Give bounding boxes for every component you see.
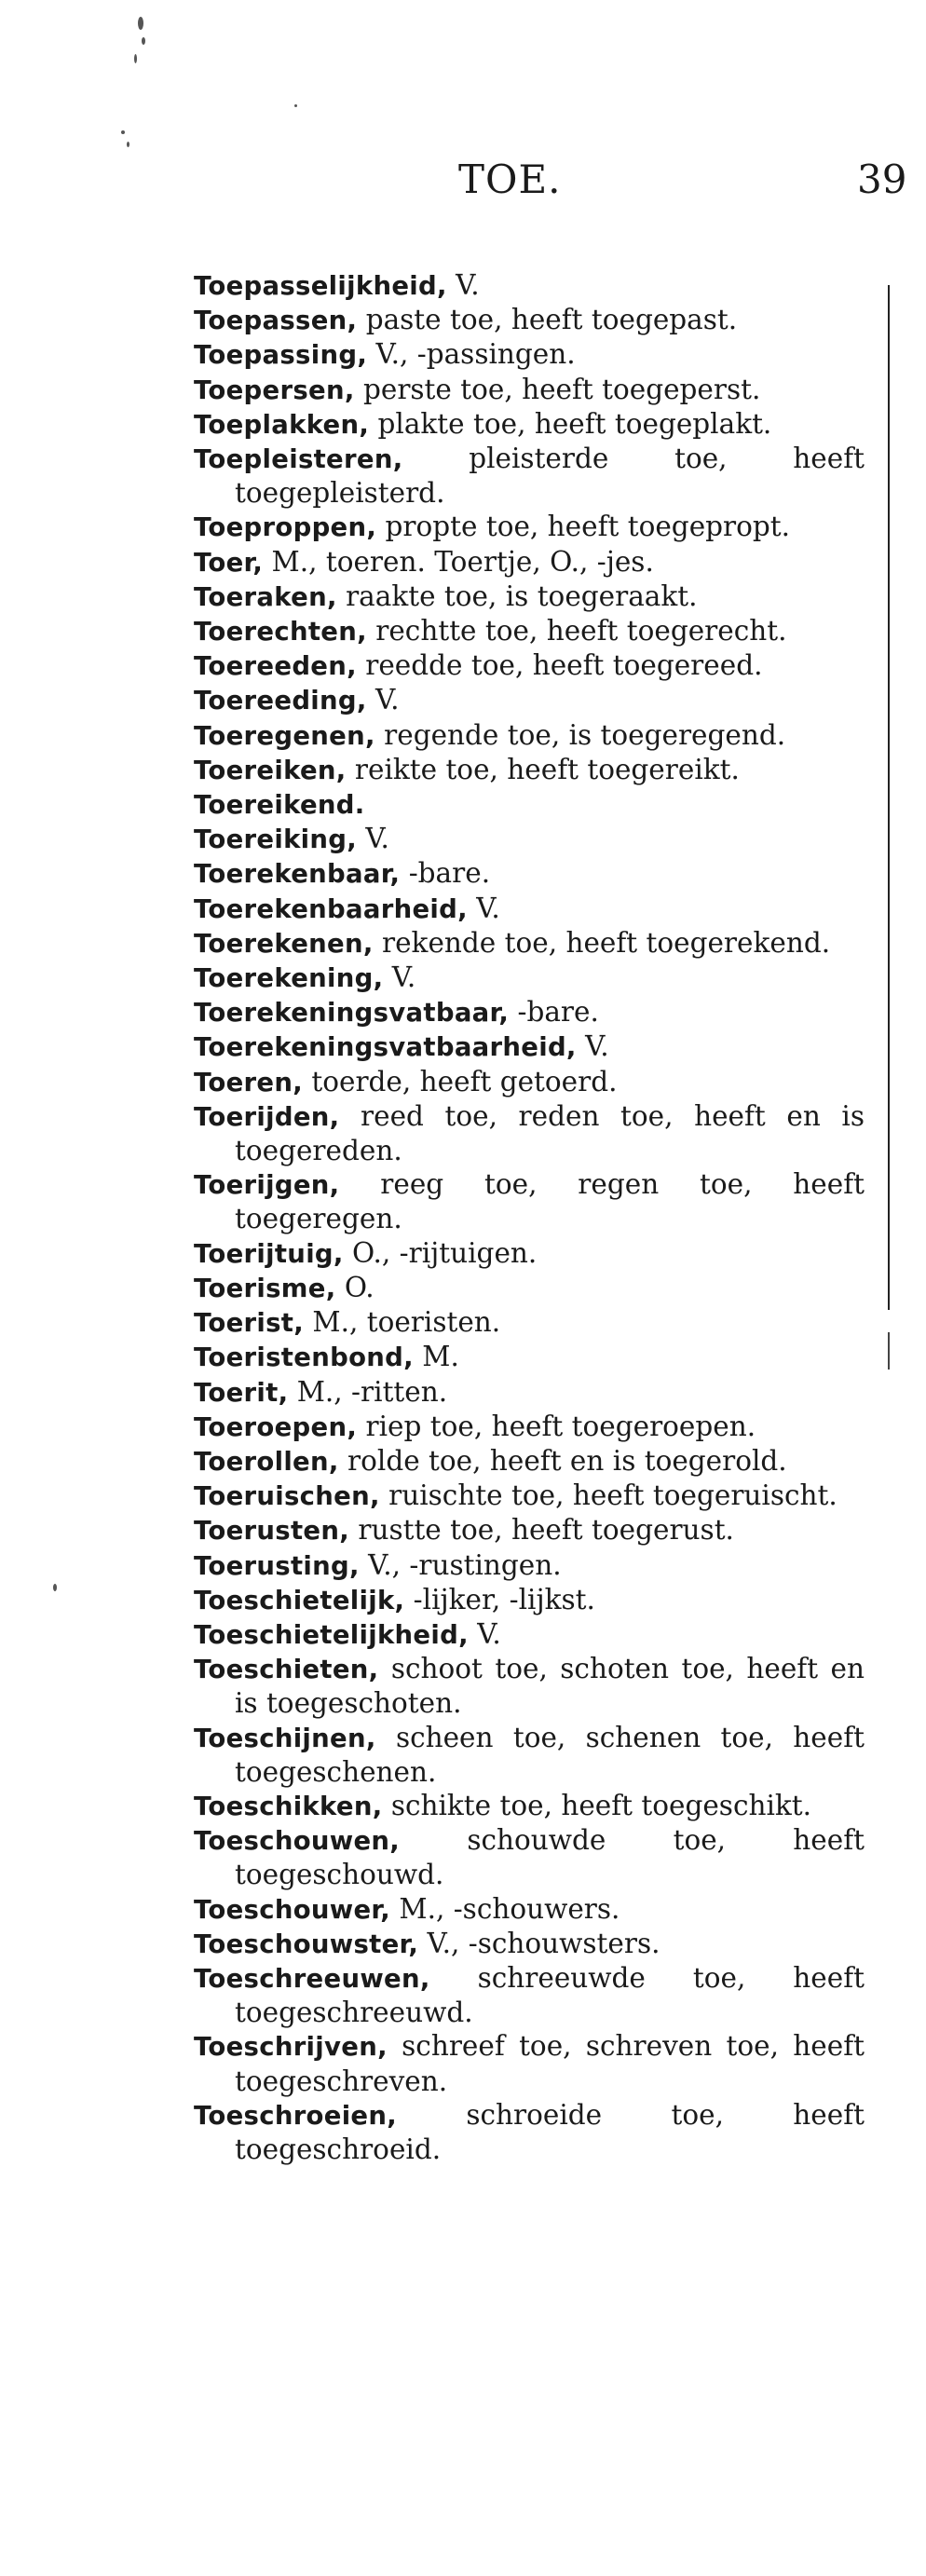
dictionary-entry xyxy=(194,1236,865,1271)
dictionary-entry xyxy=(194,1479,865,1513)
page-header xyxy=(0,157,926,212)
dictionary-entry xyxy=(194,510,865,544)
entry-definition: -lijker, -lijkst. xyxy=(404,1583,595,1615)
dictionary-entry xyxy=(194,856,865,891)
entry-headword: Toeruischen, xyxy=(194,1481,380,1512)
entry-headword: Toeschouwster, xyxy=(194,1929,419,1959)
entry-definition: V. xyxy=(383,961,416,994)
dictionary-entry xyxy=(194,1789,865,1823)
ink-speck xyxy=(53,1584,57,1591)
entry-definition: raakte toe, is toegeraakt. xyxy=(336,579,698,612)
header-word: TOE. xyxy=(458,157,562,202)
entry-headword: Toeraken, xyxy=(194,581,337,612)
entry-headword: Toerist, xyxy=(194,1308,304,1339)
dictionary-entry xyxy=(194,614,865,648)
entry-headword: Toereeden, xyxy=(194,651,357,682)
entry-definition: V. xyxy=(576,1030,609,1063)
entry-headword: Toeren, xyxy=(194,1067,303,1097)
entry-definition: M. xyxy=(413,1341,459,1373)
entry-definition: V. xyxy=(366,684,400,716)
entry-headword: Toepasselijkheid, xyxy=(194,271,447,301)
entry-headword: Toepleisteren, xyxy=(194,444,403,475)
entry-headword: Toeroepen, xyxy=(194,1411,358,1442)
entry-definition: V. xyxy=(357,823,389,855)
entry-headword: Toerisme, xyxy=(194,1273,336,1303)
entry-definition: schoot toe, schoten toe, heeft en is toegeschoten. xyxy=(235,1653,865,1720)
dictionary-entry xyxy=(194,1927,865,1961)
entry-headword: Toeregenen, xyxy=(194,720,375,751)
entry-definition: rechtte toe, heeft toegerecht. xyxy=(366,615,787,647)
dictionary-entry xyxy=(194,718,865,753)
entry-definition: V. xyxy=(446,269,480,301)
entry-definition: schroeide toe, heeft toegeschroeid. xyxy=(235,2098,865,2165)
dictionary-entry xyxy=(194,1583,865,1617)
entry-definition: schreef toe, schreven toe, heeft toegeschreven. xyxy=(235,2030,865,2097)
dictionary-entry xyxy=(194,2029,865,2097)
page-number: 39 xyxy=(857,157,907,202)
entry-headword: Toeschietelijkheid, xyxy=(194,1619,469,1650)
entry-headword: Toeschroeien, xyxy=(194,2100,398,2131)
entry-headword: Toerijden, xyxy=(194,1101,340,1132)
entry-definition: reikte toe, heeft toegereikt. xyxy=(346,753,740,785)
entry-definition: reeg toe, regen toe, heeft toegeregen. xyxy=(235,1168,865,1235)
entry-headword: Toerekeningsvatbaarheid, xyxy=(194,1032,577,1063)
entry-headword: Toepassen, xyxy=(194,306,358,336)
dictionary-entry xyxy=(194,926,865,961)
dictionary-entry xyxy=(194,1892,865,1927)
dictionary-entry xyxy=(194,683,865,717)
entry-headword: Toerekeningsvatbaar, xyxy=(194,998,510,1029)
entry-definition: rustte toe, heeft toegerust. xyxy=(348,1514,734,1547)
entry-definition: reedde toe, heeft toegereed. xyxy=(356,649,763,682)
entry-headword: Toeplakken, xyxy=(194,409,370,440)
entry-headword: Toeschietelijk, xyxy=(194,1585,405,1615)
entry-headword: Toeschouwer, xyxy=(194,1894,390,1925)
entry-headword: Toereikend. xyxy=(194,790,365,821)
dictionary-entry xyxy=(194,1961,865,2029)
dictionary-entry xyxy=(194,579,865,614)
entry-definition: -bare. xyxy=(400,857,491,890)
entry-headword: Toerijtuig, xyxy=(194,1238,344,1269)
entry-definition: plakte toe, heeft toegeplakt. xyxy=(369,407,772,440)
entry-definition: M., toeren. Toertje, O., -jes. xyxy=(263,545,654,578)
dictionary-entry xyxy=(194,1513,865,1547)
entry-headword: Toerekenbaar, xyxy=(194,859,401,890)
entry-headword: Toerekenen, xyxy=(194,928,374,959)
entry-definition: M., -ritten. xyxy=(288,1375,448,1408)
dictionary-entry xyxy=(194,407,865,442)
dictionary-entry xyxy=(194,1167,865,1235)
dictionary-entry xyxy=(194,442,865,510)
entry-definition: rolde toe, heeft en is toegerold. xyxy=(338,1444,787,1477)
entry-definition: V., -schouwsters. xyxy=(418,1927,660,1959)
entry-definition: paste toe, heeft toegepast. xyxy=(357,304,738,336)
entry-definition: rekende toe, heeft toegerekend. xyxy=(373,926,831,959)
dictionary-entry xyxy=(194,545,865,579)
entry-headword: Toeschouwen, xyxy=(194,1826,401,1857)
dictionary-entry xyxy=(194,1065,865,1099)
entry-headword: Toeschieten, xyxy=(194,1655,379,1685)
ink-speck xyxy=(134,54,137,63)
entry-headword: Toeschreeuwen, xyxy=(194,1963,430,1994)
entry-headword: Toeschrijven, xyxy=(194,2032,388,2063)
entry-headword: Toeschijnen, xyxy=(194,1723,376,1753)
ink-speck xyxy=(121,130,125,134)
entry-definition: perste toe, heeft toegeperst. xyxy=(354,373,761,405)
dictionary-entry xyxy=(194,2098,865,2166)
entry-definition: O. xyxy=(335,1271,374,1303)
dictionary-entry xyxy=(194,1823,865,1891)
entry-headword: Toerusten, xyxy=(194,1516,349,1547)
entry-headword: Toerechten, xyxy=(194,617,367,647)
entry-definition: regende toe, is toegeregend. xyxy=(374,718,786,751)
dictionary-entry xyxy=(194,648,865,683)
entry-definition: ruischte toe, heeft toegeruischt. xyxy=(379,1479,837,1512)
entry-definition: M., -schouwers. xyxy=(390,1892,620,1925)
entry-definition: schreeuwde toe, heeft toegeschreeuwd. xyxy=(235,1961,865,2029)
dictionary-entry xyxy=(194,995,865,1029)
dictionary-entry xyxy=(194,753,865,787)
entry-definition: riep toe, heeft toegeroepen. xyxy=(357,1410,756,1442)
entry-headword: Toereeding, xyxy=(194,686,367,716)
dictionary-entry xyxy=(194,787,865,822)
dictionary-entry xyxy=(194,1271,865,1305)
dictionary-entry xyxy=(194,961,865,995)
dictionary-entry xyxy=(194,1410,865,1444)
entry-definition: V. xyxy=(468,1617,501,1650)
entry-definition: propte toe, heeft toegepropt. xyxy=(376,511,791,543)
entry-headword: Toerit, xyxy=(194,1377,289,1408)
entry-definition: reed toe, reden toe, heeft en is toegereden. xyxy=(235,1099,865,1167)
ink-speck xyxy=(127,142,129,147)
entry-headword: Toerekenbaarheid, xyxy=(194,893,468,924)
entry-definition: O., -rijtuigen. xyxy=(343,1236,538,1269)
dictionary-entry xyxy=(194,337,865,372)
dictionary-entry xyxy=(194,892,865,926)
entry-headword: Toerekening, xyxy=(194,963,384,994)
dictionary-entries xyxy=(194,268,865,2166)
column-rule xyxy=(888,285,890,1310)
dictionary-entry xyxy=(194,1099,865,1167)
entry-headword: Toepersen, xyxy=(194,375,355,405)
dictionary-entry xyxy=(194,1548,865,1583)
entry-headword: Toer, xyxy=(194,547,264,578)
entry-definition: toerde, heeft getoerd. xyxy=(303,1065,618,1097)
entry-definition: M., toeristen. xyxy=(304,1306,501,1339)
ink-speck xyxy=(142,37,145,45)
ink-speck xyxy=(138,17,143,30)
entry-headword: Toerijgen, xyxy=(194,1170,340,1201)
entry-headword: Toeproppen, xyxy=(194,512,377,543)
entry-headword: Toerollen, xyxy=(194,1446,339,1477)
dictionary-entry xyxy=(194,1721,865,1789)
dictionary-entry xyxy=(194,373,865,407)
entry-definition: pleisterde toe, heeft toegepleisterd. xyxy=(235,443,865,510)
column-rule xyxy=(888,1332,890,1370)
entry-headword: Toepassing, xyxy=(194,340,368,371)
dictionary-entry xyxy=(194,1305,865,1340)
dictionary-entry xyxy=(194,1617,865,1652)
entry-headword: Toereiking, xyxy=(194,825,358,855)
entry-headword: Toereiken, xyxy=(194,755,347,785)
entry-headword: Toeschikken, xyxy=(194,1791,383,1821)
entry-headword: Toeristenbond, xyxy=(194,1343,414,1373)
entry-definition: schouwde toe, heeft toegeschouwd. xyxy=(235,1824,865,1891)
entry-definition: V., -passingen. xyxy=(367,338,576,371)
entry-definition: schikte toe, heeft toegeschikt. xyxy=(382,1789,812,1821)
dictionary-entry xyxy=(194,303,865,337)
dictionary-entry xyxy=(194,268,865,303)
ink-speck xyxy=(294,104,297,107)
dictionary-entry xyxy=(194,1029,865,1064)
entry-definition: -bare. xyxy=(509,996,599,1029)
entry-definition: V. xyxy=(467,892,500,924)
dictionary-entry xyxy=(194,822,865,856)
dictionary-entry xyxy=(194,1340,865,1374)
dictionary-entry xyxy=(194,1652,865,1720)
dictionary-entry xyxy=(194,1375,865,1410)
entry-definition: V., -rustingen. xyxy=(359,1548,562,1581)
dictionary-entry xyxy=(194,1444,865,1479)
entry-definition: scheen toe, schenen toe, heeft toegeschenen. xyxy=(235,1721,865,1788)
entry-headword: Toerusting, xyxy=(194,1550,360,1581)
